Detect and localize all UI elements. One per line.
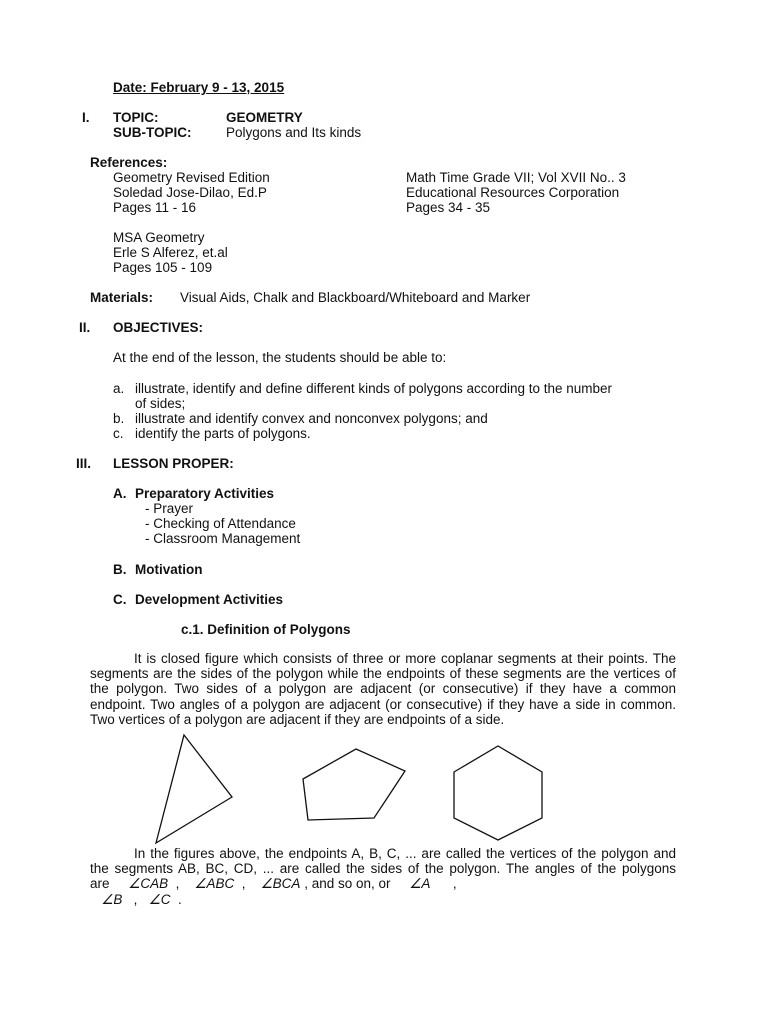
topic-value: GEOMETRY <box>226 110 303 125</box>
subtopic-label: SUB-TOPIC: <box>113 125 192 140</box>
objective-a-text: illustrate, identify and define different kinds of polygons according to the number <box>135 381 613 396</box>
subsection-c-title: Development Activities <box>135 592 284 607</box>
reference-1-author: Soledad Jose-Dilao, Ed.P <box>113 185 267 200</box>
definition-text: It is closed figure which consists of three or more coplanar segments at their points. The segments are the sides of the polygon while the endpoints of these segments are the vertices of the polygon. Two sides of a polygon are adjacent (or consecutive) if they have a common endpoint. Two angles of a polygon are adjacent (or consecutive) if they have a side in common. Two vertices of a polygon are adjacent if they are endpoints of a side. <box>90 651 676 727</box>
lesson-proper-heading: LESSON PROPER: <box>113 456 234 471</box>
figures-text: In the figures above, the endpoints A, B, C, ... are called the vertices of the polygon and the segments AB, BC, CD, ... are called the sides of the polygon. The angles of the polygons are <box>90 846 676 892</box>
objective-b-text: illustrate and identify convex and nonconvex polygons; and <box>135 411 488 426</box>
materials-value: Visual Aids, Chalk and Blackboard/Whiteboard and Marker <box>180 290 531 305</box>
objective-b-letter: b. <box>113 411 125 426</box>
figures-paragraph: In the figures above, the endpoints A, B, C, ... are called the vertices of the polygon and the segments AB, BC, CD, ... are called the sides of the polygon. The angles of the polygons are ∠CAB , ∠ABC , ∠BCA , and so on, or ∠A , ∠B , ∠C . <box>90 846 676 907</box>
objective-a-letter: a. <box>113 381 125 396</box>
objective-c-letter: c. <box>113 426 124 441</box>
activity-attendance: - Checking of Attendance <box>145 516 296 531</box>
references-heading: References: <box>90 155 168 170</box>
reference-2-title: Math Time Grade VII; Vol XVII No.. 3 <box>406 170 626 185</box>
section-1-number: I. <box>82 110 90 125</box>
angle-c: ∠C <box>148 891 171 907</box>
reference-3-title: MSA Geometry <box>113 230 205 245</box>
triangle-figure <box>156 735 232 843</box>
objective-c-text: identify the parts of polygons. <box>135 426 311 441</box>
angle-a: ∠A <box>409 876 431 892</box>
hexagon-figure <box>454 746 542 840</box>
section-3-number: III. <box>76 456 92 471</box>
angle-bca: ∠BCA <box>260 876 301 892</box>
reference-3-author: Erle S Alferez, et.al <box>113 245 228 260</box>
subsection-c-label: C. <box>113 592 127 607</box>
objectives-heading: OBJECTIVES: <box>113 320 204 335</box>
subsection-b-label: B. <box>113 562 127 577</box>
angle-b: ∠B <box>101 891 123 907</box>
subsection-b-title: Motivation <box>135 562 203 577</box>
section-2-number: II. <box>79 320 91 335</box>
topic-label: TOPIC: <box>113 110 159 125</box>
materials-label: Materials: <box>90 290 154 305</box>
activity-classroom-management: - Classroom Management <box>145 531 301 546</box>
figures-text-mid: , and so on, or <box>304 876 391 892</box>
reference-3-pages: Pages 105 - 109 <box>113 260 213 275</box>
pentagon-figure <box>303 749 405 820</box>
reference-1-pages: Pages 11 - 16 <box>113 200 197 215</box>
subsection-a-title: Preparatory Activities <box>135 486 275 501</box>
objective-a-text-cont: of sides; <box>135 396 186 411</box>
lesson-date: Date: February 9 - 13, 2015 <box>113 80 285 95</box>
activity-prayer: - Prayer <box>145 501 194 516</box>
angle-abc: ∠ABC <box>194 876 235 892</box>
angle-cab: ∠CAB <box>128 876 169 892</box>
subsection-a-label: A. <box>113 486 127 501</box>
reference-2-pages: Pages 34 - 35 <box>406 200 491 215</box>
subtopic-value: Polygons and Its kinds <box>226 125 362 140</box>
c1-title: c.1. Definition of Polygons <box>181 622 351 637</box>
reference-2-publisher: Educational Resources Corporation <box>406 185 620 200</box>
reference-1-title: Geometry Revised Edition <box>113 170 270 185</box>
objectives-intro: At the end of the lesson, the students should be able to: <box>113 350 447 365</box>
